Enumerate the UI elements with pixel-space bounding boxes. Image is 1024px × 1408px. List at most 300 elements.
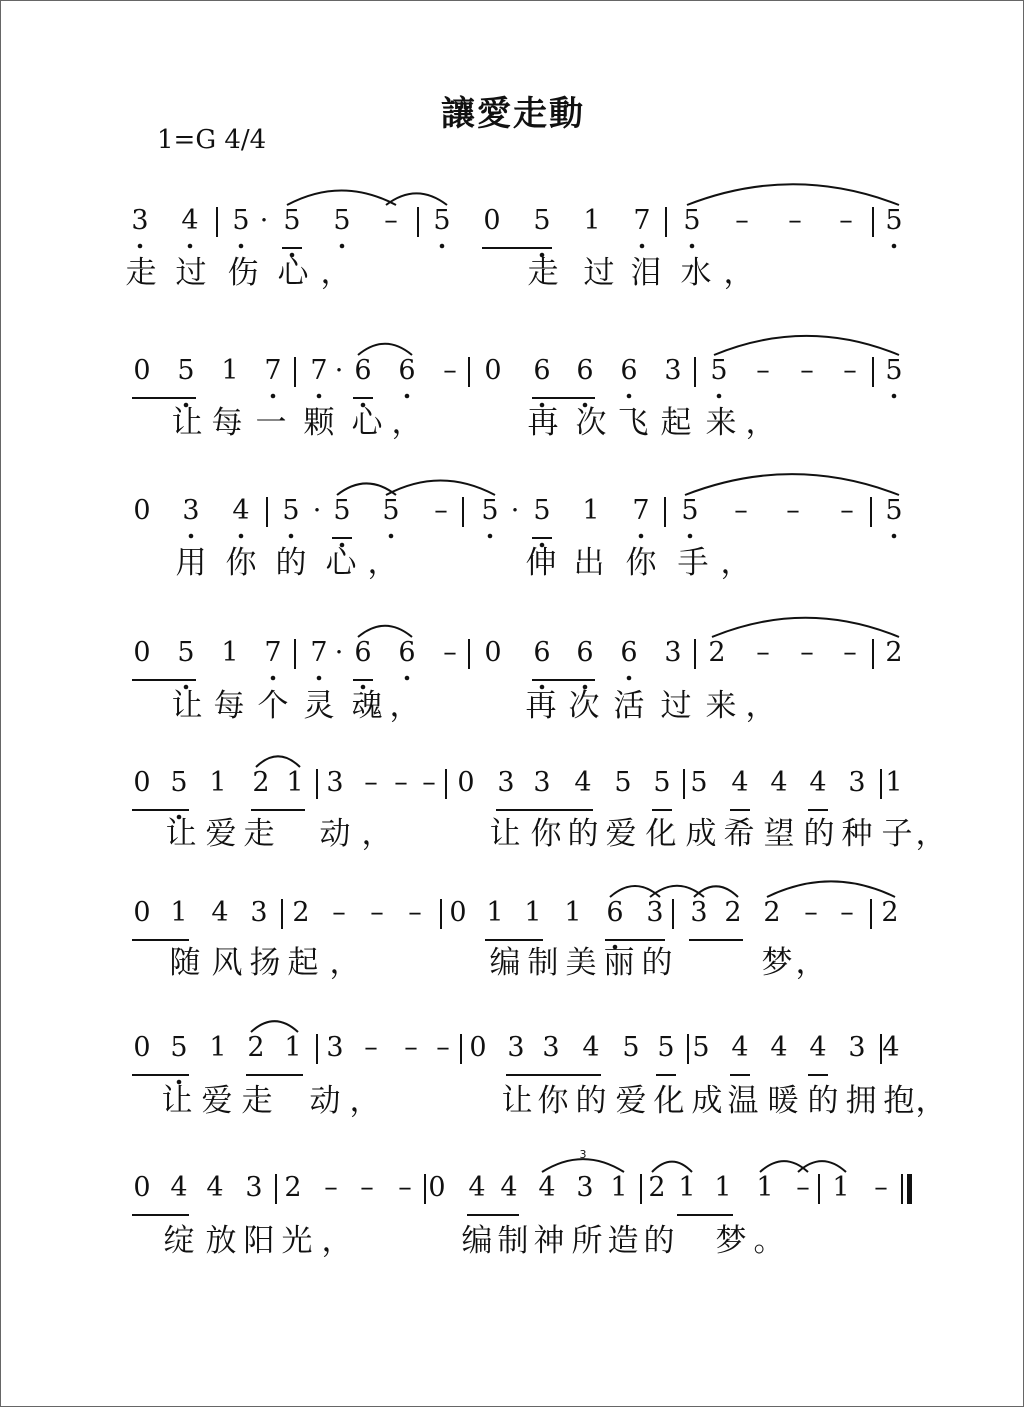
lyric-char: 让 <box>161 1083 193 1119</box>
lyric-char: 伤 <box>227 255 259 291</box>
octave-dot <box>640 244 645 249</box>
octave-dot <box>317 676 322 681</box>
note: 5 <box>177 637 195 668</box>
note: 2 <box>648 1172 666 1203</box>
note: 1 <box>756 1172 774 1203</box>
note: 3 <box>497 767 515 798</box>
note: 0 <box>428 1172 446 1203</box>
lyric-char: 的 <box>803 816 835 852</box>
lyric-char: 成 <box>691 1083 723 1119</box>
score-svg <box>1 1 1024 1408</box>
lyric-char: 梦 <box>715 1223 747 1259</box>
octave-dot <box>340 244 345 249</box>
note: 1 <box>170 897 188 928</box>
dash: – <box>364 767 378 798</box>
lyric-char: 的 <box>643 1223 675 1259</box>
octave-dot <box>405 676 410 681</box>
lyric-char: 起 <box>660 405 692 441</box>
octave-dot <box>271 394 276 399</box>
note: 5 <box>282 495 300 526</box>
score-system-8 <box>132 1148 912 1259</box>
lyric-char: 美 <box>565 945 597 981</box>
note: 5 <box>382 495 400 526</box>
octave-dot <box>239 244 244 249</box>
note: 0 <box>133 767 151 798</box>
lyric-char: 让 <box>171 688 203 724</box>
lyric-char: 子 <box>881 816 913 852</box>
octave-dot <box>271 676 276 681</box>
note: 5 <box>681 495 699 526</box>
lyric-char: 手 <box>677 545 709 581</box>
note: 3 <box>507 1032 525 1063</box>
note: 5 <box>433 205 451 236</box>
note: 6 <box>620 355 638 386</box>
lyric-char: 爱 <box>201 1083 233 1119</box>
lyric-char: 制 <box>497 1223 529 1259</box>
lyric-char: 再 <box>527 405 559 441</box>
octave-dot <box>440 244 445 249</box>
lyric-char: 随 <box>169 945 201 981</box>
lyric-char: 的 <box>275 545 307 581</box>
note: 4 <box>468 1172 486 1203</box>
lyric-char: 动 <box>309 1083 341 1119</box>
slur <box>542 1159 624 1172</box>
score-system-7 <box>132 1021 947 1119</box>
lyric-char: 伸 <box>525 545 557 581</box>
dash: – <box>436 1032 450 1063</box>
note: 5 <box>283 205 301 236</box>
note: 4 <box>170 1172 188 1203</box>
octave-dot <box>717 394 722 399</box>
note: 7 <box>633 205 651 236</box>
octave-dot <box>317 394 322 399</box>
note: 0 <box>483 205 501 236</box>
note: 5 <box>614 767 632 798</box>
note: 2 <box>292 897 310 928</box>
score-system-4 <box>132 618 903 724</box>
lyric-char: 让 <box>501 1083 533 1119</box>
dash: – <box>324 1172 338 1203</box>
dash: – <box>734 495 748 526</box>
note: 5 <box>622 1032 640 1063</box>
note: 6 <box>533 355 551 386</box>
dash: – <box>800 637 814 668</box>
note: 1 <box>582 495 600 526</box>
note: 5 <box>170 767 188 798</box>
note: 6 <box>533 637 551 668</box>
lyric-char: 泪 <box>630 255 662 291</box>
lyric-char: 过 <box>583 255 615 291</box>
note: 0 <box>133 897 151 928</box>
slur <box>358 344 412 355</box>
note: 4 <box>232 495 250 526</box>
dash: – <box>364 1032 378 1063</box>
octave-dot <box>688 534 693 539</box>
lyric-char: 灵 <box>303 688 335 724</box>
triplet-number: 3 <box>579 1148 587 1161</box>
lyric-char: 温 <box>727 1083 759 1119</box>
note: 4 <box>211 897 229 928</box>
note: 4 <box>770 1032 788 1063</box>
note: 5 <box>333 205 351 236</box>
note: 0 <box>484 637 502 668</box>
note: 1 <box>885 767 903 798</box>
score-system-1 <box>126 184 903 291</box>
lyric-char: 种 <box>841 816 873 852</box>
lyric-char: ， <box>915 1083 947 1119</box>
lyric-char: 出 <box>573 545 605 581</box>
note: 4 <box>538 1172 556 1203</box>
note: 4 <box>582 1032 600 1063</box>
slur <box>685 474 899 495</box>
lyric-char: 的 <box>807 1083 839 1119</box>
dash: – <box>840 897 854 928</box>
note: 5 <box>170 1032 188 1063</box>
lyric-char: 每 <box>213 688 245 724</box>
note: 3 <box>646 897 664 928</box>
lyric-char: 化 <box>653 1083 685 1119</box>
dash: – <box>843 355 857 386</box>
octave-dot <box>239 534 244 539</box>
octave-dot <box>405 394 410 399</box>
note: 6 <box>620 637 638 668</box>
dash: – <box>384 205 398 236</box>
note: 2 <box>708 637 726 668</box>
lyric-char: 编 <box>461 1223 493 1259</box>
note: 5 <box>533 495 551 526</box>
note: 2 <box>252 767 270 798</box>
dash: – <box>735 205 749 236</box>
lyric-char: ， <box>321 1223 353 1259</box>
lyric-char: 神 <box>533 1223 565 1259</box>
note: 6 <box>354 637 372 668</box>
note: 6 <box>606 897 624 928</box>
note: 0 <box>449 897 467 928</box>
augmentation-dot: · <box>334 637 344 668</box>
lyric-char: 爱 <box>605 816 637 852</box>
lyric-char: 。 <box>753 1223 785 1259</box>
note: 1 <box>221 637 239 668</box>
note: 1 <box>583 205 601 236</box>
dash: – <box>360 1172 374 1203</box>
lyric-char: ， <box>745 688 777 724</box>
lyric-char: 你 <box>225 545 257 581</box>
note: 1 <box>209 1032 227 1063</box>
note: 7 <box>264 637 282 668</box>
lyric-char: 望 <box>763 816 795 852</box>
note: 1 <box>221 355 239 386</box>
dash: – <box>443 355 457 386</box>
lyric-char: 的 <box>567 816 599 852</box>
lyric-char: 每 <box>211 405 243 441</box>
note: 3 <box>182 495 200 526</box>
slur <box>687 184 899 205</box>
octave-dot <box>627 676 632 681</box>
octave-dot <box>138 244 143 249</box>
note: 5 <box>692 1032 710 1063</box>
note: 2 <box>724 897 742 928</box>
lyric-char: ， <box>389 688 421 724</box>
lyric-char: 阳 <box>243 1223 275 1259</box>
dash: – <box>839 205 853 236</box>
octave-dot <box>289 534 294 539</box>
note: 7 <box>310 355 328 386</box>
lyric-char: ， <box>329 945 361 981</box>
lyric-char: 过 <box>175 255 207 291</box>
lyric-char: 拥 <box>845 1083 877 1119</box>
lyric-char: 来 <box>705 688 737 724</box>
note: 5 <box>885 205 903 236</box>
note: 5 <box>710 355 728 386</box>
note: 6 <box>398 637 416 668</box>
note: 2 <box>885 637 903 668</box>
note: 6 <box>398 355 416 386</box>
lyric-char: 放 <box>205 1223 237 1259</box>
lyric-char: 爱 <box>205 816 237 852</box>
lyric-char: 起 <box>287 945 319 981</box>
lyric-char: 用 <box>175 545 207 581</box>
note: 7 <box>264 355 282 386</box>
slur <box>287 190 396 205</box>
dash: – <box>332 897 346 928</box>
note: 5 <box>177 355 195 386</box>
slur <box>386 193 447 205</box>
lyric-char: ， <box>720 545 752 581</box>
note: 1 <box>284 1032 302 1063</box>
note: 1 <box>832 1172 850 1203</box>
slur <box>386 480 495 495</box>
note: 5 <box>653 767 671 798</box>
lyric-char: ， <box>320 255 352 291</box>
note: 1 <box>486 897 504 928</box>
note: 3 <box>690 897 708 928</box>
lyric-char: 活 <box>613 688 645 724</box>
lyric-char: 颗 <box>303 405 335 441</box>
lyric-char: ， <box>367 545 399 581</box>
augmentation-dot: · <box>510 495 520 526</box>
lyric-char: 编 <box>489 945 521 981</box>
dash: – <box>434 495 448 526</box>
dash: – <box>843 637 857 668</box>
augmentation-dot: · <box>312 495 322 526</box>
note: 3 <box>542 1032 560 1063</box>
lyric-char: 扬 <box>249 945 281 981</box>
note: 4 <box>770 767 788 798</box>
slur <box>712 618 899 637</box>
lyric-char: 你 <box>530 816 562 852</box>
lyric-char: 的 <box>575 1083 607 1119</box>
note: 0 <box>133 1172 151 1203</box>
note: 3 <box>326 1032 344 1063</box>
octave-dot <box>389 534 394 539</box>
lyric-char: 爱 <box>615 1083 647 1119</box>
note: 0 <box>133 1032 151 1063</box>
note: 3 <box>848 1032 866 1063</box>
note: 6 <box>354 355 372 386</box>
slur <box>358 626 412 637</box>
lyric-char: 成 <box>685 816 717 852</box>
lyric-char: 来 <box>705 405 737 441</box>
lyric-char: 次 <box>575 405 607 441</box>
note: 5 <box>683 205 701 236</box>
note: 5 <box>690 767 708 798</box>
lyric-char: 让 <box>165 816 197 852</box>
lyric-char: ， <box>391 405 423 441</box>
note: 3 <box>326 767 344 798</box>
score-system-3 <box>133 474 902 581</box>
lyric-char: 制 <box>527 945 559 981</box>
note: 2 <box>881 897 899 928</box>
lyric-char: 化 <box>645 816 677 852</box>
dash: – <box>422 767 436 798</box>
note: 5 <box>885 495 903 526</box>
slur <box>256 756 300 767</box>
note: 4 <box>181 205 199 236</box>
note: 6 <box>576 637 594 668</box>
lyric-char: ， <box>723 255 755 291</box>
note: 6 <box>576 355 594 386</box>
note: 3 <box>576 1172 594 1203</box>
augmentation-dot: · <box>259 205 269 236</box>
octave-dot <box>892 534 897 539</box>
dash: – <box>874 1172 888 1203</box>
note: 1 <box>524 897 542 928</box>
lyric-char: 个 <box>257 688 289 724</box>
lyric-char: 造 <box>607 1223 639 1259</box>
note: 1 <box>564 897 582 928</box>
dash: – <box>443 637 457 668</box>
note: 1 <box>610 1172 628 1203</box>
dash: – <box>788 205 802 236</box>
octave-dot <box>639 534 644 539</box>
note: 5 <box>333 495 351 526</box>
octave-dot <box>488 534 493 539</box>
note: 3 <box>245 1172 263 1203</box>
lyric-char: 心 <box>325 545 357 581</box>
note: 5 <box>533 205 551 236</box>
note: 5 <box>481 495 499 526</box>
note: 1 <box>209 767 227 798</box>
note: 0 <box>469 1032 487 1063</box>
note: 7 <box>632 495 650 526</box>
song-title: 讓愛走動 <box>441 94 585 134</box>
lyric-char: ， <box>361 816 393 852</box>
key-signature: 1=G 4/4 <box>157 125 267 155</box>
note: 0 <box>133 637 151 668</box>
note: 1 <box>714 1172 732 1203</box>
slur <box>652 1162 692 1172</box>
dash: – <box>804 897 818 928</box>
lyric-char: 抱 <box>883 1083 915 1119</box>
dash: – <box>756 355 770 386</box>
note: 5 <box>232 205 250 236</box>
note: 3 <box>250 897 268 928</box>
lyric-char: 的 <box>641 945 673 981</box>
octave-dot <box>189 534 194 539</box>
lyric-char: 光 <box>281 1223 313 1259</box>
note: 0 <box>457 767 475 798</box>
dash: – <box>786 495 800 526</box>
dash: – <box>370 897 384 928</box>
lyric-char: 让 <box>171 405 203 441</box>
note: 4 <box>731 767 749 798</box>
note: 3 <box>664 355 682 386</box>
note: 5 <box>657 1032 675 1063</box>
lyric-char: ， <box>915 816 947 852</box>
lyric-char: 绽 <box>163 1223 195 1259</box>
lyric-char: ， <box>349 1083 381 1119</box>
note: 3 <box>664 637 682 668</box>
note: 4 <box>574 767 592 798</box>
lyric-char: 走 <box>125 255 157 291</box>
score-system-6 <box>132 881 899 981</box>
lyric-char: ， <box>795 945 827 981</box>
lyric-char: 动 <box>319 816 351 852</box>
lyric-char: 再 <box>525 688 557 724</box>
score-system-2 <box>132 336 903 441</box>
octave-dot <box>892 394 897 399</box>
note: 5 <box>885 355 903 386</box>
lyric-char: 水 <box>680 255 712 291</box>
lyric-char: 丽 <box>603 945 635 981</box>
lyric-char: 你 <box>625 545 657 581</box>
dash: – <box>796 1172 810 1203</box>
note: 4 <box>731 1032 749 1063</box>
lyric-char: 心 <box>351 405 383 441</box>
dash: – <box>404 1032 418 1063</box>
note: 4 <box>882 1032 900 1063</box>
note: 0 <box>133 495 151 526</box>
lyric-char: 走 <box>243 816 275 852</box>
octave-dot <box>627 394 632 399</box>
note: 2 <box>247 1032 265 1063</box>
dash: – <box>800 355 814 386</box>
note: 4 <box>206 1172 224 1203</box>
lyric-char: 希 <box>723 816 755 852</box>
lyric-char: 所 <box>571 1223 603 1259</box>
note: 1 <box>286 767 304 798</box>
dash: – <box>756 637 770 668</box>
lyric-char: 一 <box>255 405 287 441</box>
slur <box>767 881 895 897</box>
lyric-char: 走 <box>527 255 559 291</box>
note: 7 <box>310 637 328 668</box>
dash: – <box>394 767 408 798</box>
lyric-char: 魂 <box>351 688 383 724</box>
lyric-char: 风 <box>211 945 243 981</box>
note: 3 <box>533 767 551 798</box>
note: 3 <box>848 767 866 798</box>
octave-dot <box>690 244 695 249</box>
augmentation-dot: · <box>334 355 344 386</box>
lyric-char: 心 <box>277 255 309 291</box>
dash: – <box>408 897 422 928</box>
final-bar-thick <box>907 1174 912 1204</box>
slur <box>251 1021 298 1032</box>
lyric-char: 你 <box>537 1083 569 1119</box>
note: 2 <box>284 1172 302 1203</box>
score-system-5 <box>132 756 947 852</box>
note: 4 <box>809 767 827 798</box>
note: 0 <box>484 355 502 386</box>
dash: – <box>840 495 854 526</box>
octave-dot <box>188 244 193 249</box>
lyric-char: 梦 <box>761 945 793 981</box>
note: 0 <box>133 355 151 386</box>
note: 3 <box>131 205 149 236</box>
lyric-char: ， <box>745 405 777 441</box>
dash: – <box>398 1172 412 1203</box>
